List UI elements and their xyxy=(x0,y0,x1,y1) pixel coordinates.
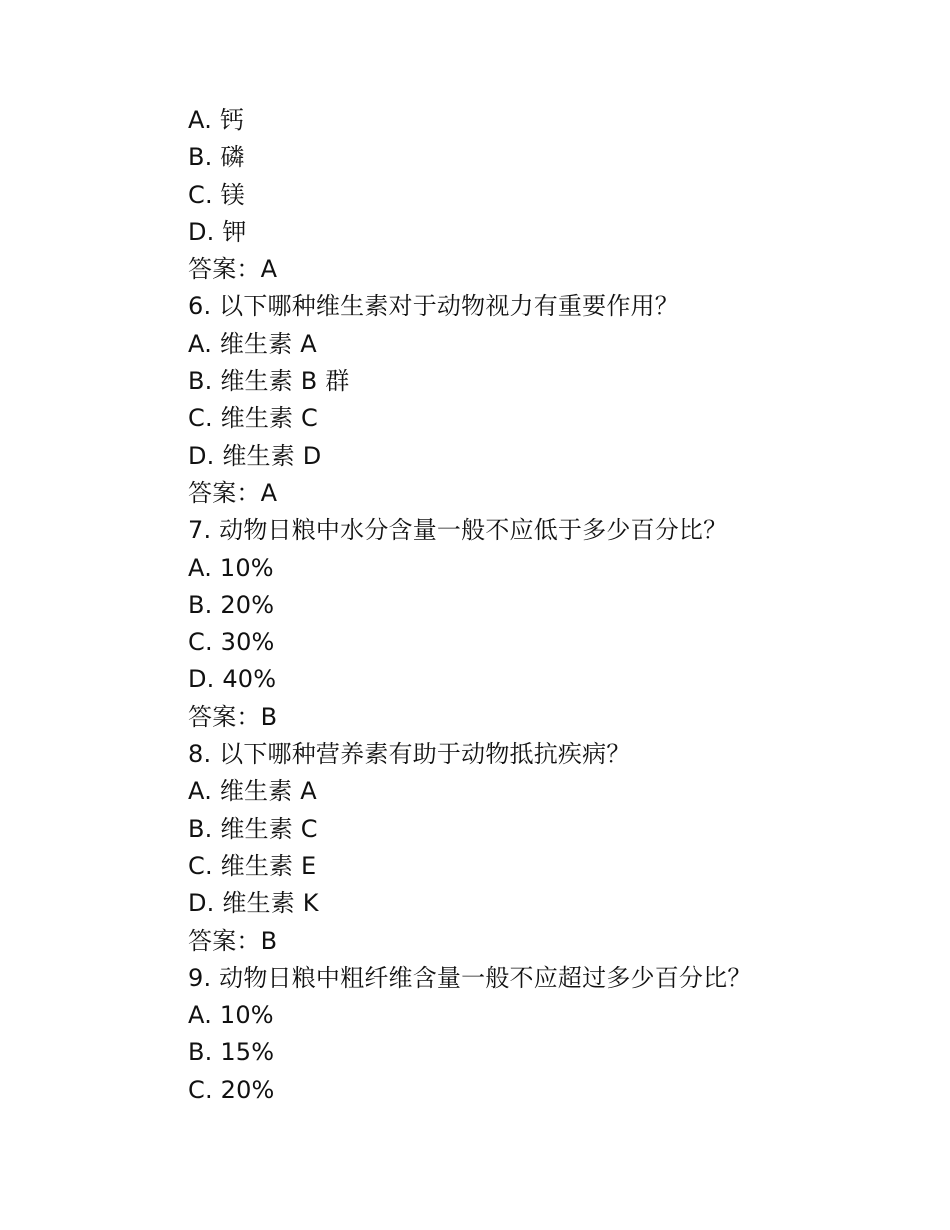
option-line: D. 维生素 D xyxy=(188,441,322,470)
option-line: A. 维生素 A xyxy=(188,329,317,358)
option-line: A. 10% xyxy=(188,553,274,582)
option-line: B. 20% xyxy=(188,590,275,619)
option-line: B. 15% xyxy=(188,1038,275,1067)
option-line: A. 钙 xyxy=(188,106,245,134)
answer-line: 答案：B xyxy=(188,926,278,955)
answer-line: 答案：B xyxy=(188,702,278,731)
option-line: B. 维生素 B 群 xyxy=(188,367,350,396)
option-line: C. 维生素 E xyxy=(188,851,317,880)
question-6: 6. 以下哪种维生素对于动物视力有重要作用？ xyxy=(188,292,679,321)
option-line: B. 磷 xyxy=(188,143,245,172)
question-9: 9. 动物日粮中粗纤维含量一般不应超过多少百分比？ xyxy=(188,963,752,992)
question-8: 8. 以下哪种营养素有助于动物抵抗疾病？ xyxy=(188,740,631,769)
option-line: C. 镁 xyxy=(188,180,245,209)
option-line: B. 维生素 C xyxy=(188,814,318,843)
option-line: C. 维生素 C xyxy=(188,404,319,433)
answer-line: 答案：A xyxy=(188,255,278,284)
option-line: A. 维生素 A xyxy=(188,777,317,806)
question-list xyxy=(188,102,888,1109)
option-line: C. 30% xyxy=(188,628,275,657)
question-7: 7. 动物日粮中水分含量一般不应低于多少百分比？ xyxy=(188,516,728,545)
option-line: D. 40% xyxy=(188,665,277,694)
option-line: C. 20% xyxy=(188,1075,275,1104)
option-line: A. 10% xyxy=(188,1001,274,1030)
answer-line: 答案：A xyxy=(188,478,278,507)
option-line: D. 维生素 K xyxy=(188,889,319,918)
option-line: D. 钾 xyxy=(188,217,247,246)
